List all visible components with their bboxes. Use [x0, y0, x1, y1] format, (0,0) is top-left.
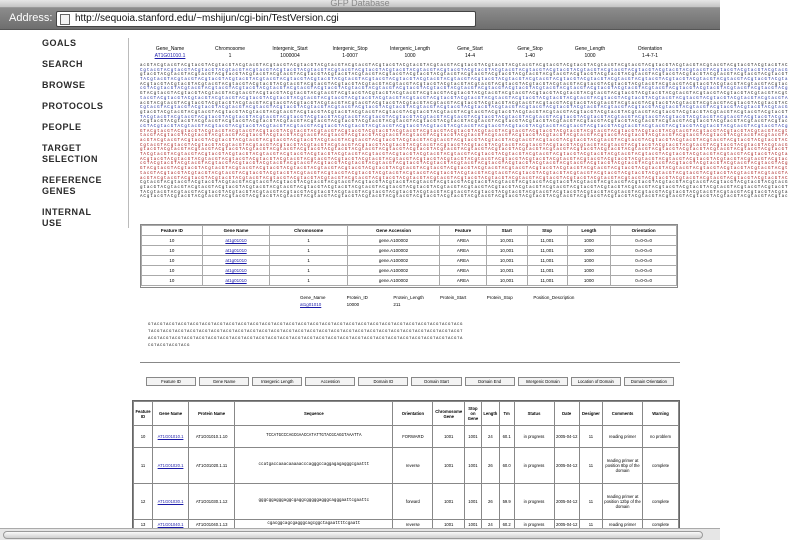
table-row — [134, 426, 679, 448]
table-cell: 26 — [481, 448, 499, 484]
table-cell: 10 — [142, 256, 203, 266]
sequence-line: acGTACgtacGTACgtacGTACgtacGTACgtacGTACgtacGTACgtacGTACgtacGTACgtacGTACgtacGTACgtacGTACgtacGTACgtacGTACgtacGTACgtacGTACgtacGTACgtacGTACgtacGTACgtacGTACgtacGTACgtacGTACgtacGTACgtacGTACgtacGTAC — [140, 64, 788, 68]
table-cell: in progress — [514, 484, 554, 520]
table-cell: gene.A100002 — [348, 276, 440, 286]
summary-header: Gene_Length — [574, 46, 606, 52]
summary-header-row — [140, 46, 680, 53]
sort-location-button[interactable]: Location of Domain — [571, 377, 621, 386]
horizontal-scrollbar[interactable] — [0, 528, 720, 540]
table-cell: complete — [643, 520, 679, 530]
column-header: Stop — [527, 226, 567, 236]
sequence-line: TACgtacGTACgtacGTACgtacGTACgtacGTACgtacGTACgtacGTACgtacGTACgtacGTACgtacGTACgtacGTACgtacGTACgtacGTACgtacGTACgtacGTACgtacGTACgtacGTACgtacGTACgtacGTACgtacGTACgtacGTACgtacGTACgtacGTACgtacGTACgta — [140, 115, 788, 120]
table-cell: 1001 — [465, 520, 482, 530]
summary-header: Intergenic_Stop — [332, 46, 368, 52]
table-cell: 1001 — [465, 448, 482, 484]
scrollbar-thumb[interactable] — [3, 531, 703, 539]
primer-sequence: ccatgaccaaacaaaaacccagggccaggagagagggcgaattt — [235, 448, 393, 484]
summary-value: 1000 — [584, 53, 596, 59]
table-cell: in progress — [514, 448, 554, 484]
table-cell: 1 — [270, 236, 348, 246]
table-cell: 1001 — [433, 448, 465, 484]
sequence-line: cGTACgtacGTACgtacGTACgtacGTACgtacGTACgtacGTACgtacGTACgtacGTACgtacGTACgtacGTACgtacGTACgtacGTACgtacGTACgtacGTACgtacGTACgtacGTACgtacGTACgtacGTACgtacGTACgtacGTACgtacGTACgtacGTACgtacGTACgtacGTACg — [140, 162, 788, 167]
address-input[interactable] — [56, 11, 476, 27]
table-cell: 1 — [270, 266, 348, 276]
features-table — [140, 224, 678, 288]
table-cell: 11,001 — [527, 276, 567, 286]
gene-link[interactable]: at1g01010 — [202, 276, 269, 286]
table-cell: 60.1 — [499, 426, 514, 448]
summary-header: Orientation — [637, 46, 663, 52]
sequence-line: TACgtacGTACgtacGTACgtacGTACgtacGTACgtacGTACgtacGTACgtacGTACgtacGTACgtacGTACgtacGTACgtacGTACgtacGTACgtacGTACgtacGTACgtacGTACgtacGTACgtacGTACgtacGTACgtacGTACgtacGTACgtacGTACgtacGTACgtacGTACgta — [140, 78, 788, 83]
column-header: Feature ID — [142, 226, 203, 236]
summary-header: Intergenic_Start — [272, 46, 308, 52]
table-cell: reading primer — [603, 426, 643, 448]
column-header: Gene Name — [202, 226, 269, 236]
info-value: 211 — [393, 302, 401, 307]
summary-value: 1-40 — [524, 53, 535, 59]
primer-sequence: gggcggagggaggcgaggcgggggagggcagggaattcgaattc — [235, 484, 393, 520]
table-row — [142, 246, 677, 256]
table-cell: 10,001 — [486, 246, 527, 256]
sort-intergenic-domain-button[interactable]: Intergenic Domain — [518, 377, 568, 386]
table-cell: 10,001 — [486, 266, 527, 276]
table-cell: AREA — [440, 246, 487, 256]
gene-link[interactable]: at1g01010 — [202, 246, 269, 256]
summary-value-row — [140, 53, 680, 60]
summary-header: Gene_Stop — [517, 46, 543, 52]
window-title-bar — [0, 0, 720, 8]
table-cell: complete — [643, 448, 679, 484]
table-row — [142, 276, 677, 286]
table-cell: 1000 — [567, 236, 611, 246]
address-url[interactable]: http://sequoia.stanford.edu/~mshijun/cgi-bin/TestVersion.cgi — [75, 13, 339, 24]
table-cell: 10 — [142, 236, 203, 246]
table-cell: 59.9 — [499, 484, 514, 520]
table-cell: 0=0-0=0 — [611, 266, 677, 276]
info-header: Protein_Start — [440, 295, 467, 300]
gene-summary — [140, 46, 680, 60]
table-cell: reading primer — [603, 520, 643, 530]
gene-link[interactable]: at1g01010 — [202, 256, 269, 266]
table-cell: gene.A100002 — [348, 246, 440, 256]
sequence-line: CgtacGTACgtacGTACgtacGTACgtacGTACgtacGTACgtacGTACgtacGTACgtacGTACgtacGTACgtacGTACgtacGTACgtacGTACgtacGTACgtacGTACgtacGTACgtacGTACgtacGTACgtacGTACgtacGTACgtacGTACgtacGTACgtacGTACgtacGTACgtacG — [140, 143, 788, 148]
summary-header: Gene_Start — [457, 46, 483, 52]
column-header: Status — [514, 402, 554, 426]
column-header: Start — [486, 226, 527, 236]
sequence-line: GTACgtacGTACgtacGTACgtacGTACgtacGTACgtacGTACgtacGTACgtacGTACgtacGTACgtacGTACgtacGTACgtacGTACgtacGTACgtacGTACgtacGTACgtacGTACgtacGTACgtacGTACgtacGTACgtacGTACgtacGTACgtacGTACgtacGTACgtacGTACgt — [140, 129, 788, 134]
nav-search[interactable]: SEARCH — [42, 59, 84, 69]
column-header: Sequence — [235, 402, 393, 426]
table-row — [134, 448, 679, 484]
table-cell: in progress — [514, 426, 554, 448]
table-cell: 12 — [134, 484, 153, 520]
table-cell: AT1G01010.1.10 — [188, 426, 234, 448]
protein-sequence-line: TACGTACGTACGTACGTACGTACGTACGTACGTACGTACGTACGTACGTACGTACGTACGTACGTACGTACGTACGTACGTACGTACGTACGTACGTACGTACGT — [148, 330, 464, 334]
sequence-line: tacGTACgtacGTACgtacGTACgtacGTACgtacGTACgtacGTACgtacGTACgtacGTACgtacGTACgtacGTACgtacGTACgtacGTACgtacGTACgtacGTACgtacGTACgtacGTACgtacGTACgtacGTACgtacGTACgtacGTACgtacGTACgtacGTACgtacGTACgtacGTA — [140, 134, 788, 139]
gene-link[interactable]: AT1G01040.1 — [153, 520, 189, 530]
table-cell: 11 — [579, 426, 602, 448]
table-cell: 1 — [270, 276, 348, 286]
nav-goals[interactable]: GOALS — [42, 38, 77, 48]
table-cell: 11 — [134, 448, 153, 484]
table-cell: reverse — [393, 448, 433, 484]
table-cell: gene.A100002 — [348, 266, 440, 276]
sequence-line: acGTACgtacGTACgtacGTACgtacGTACgtacGTACgtacGTACgtacGTACgtacGTACgtacGTACgtacGTACgtacGTACgtacGTACgtacGTACgtacGTACgtacGTACgtacGTACgtacGTACgtacGTACgtacGTACgtacGTACgtacGTACgtacGTACgtacGTACgtacGTAC — [140, 101, 788, 106]
nav-internal-use[interactable]: INTERNAL USE — [42, 207, 92, 228]
table-cell: 2005-04-12 — [554, 484, 579, 520]
table-cell: AT1G01030.1.12 — [188, 484, 234, 520]
column-header: Date — [554, 402, 579, 426]
table-cell: 2005-04-12 — [554, 426, 579, 448]
sequence-line: acGTACgtacGTACgtacGTACgtacGTACgtacGTACgtacGTACgtacGTACgtacGTACgtacGTACgtacGTACgtacGTACgtacGTACgtacGTACgtacGTACgtacGTACgtacGTACgtacGTACgtacGTACgtacGTACgtacGTACgtacGTACgtacGTACgtacGTACgtacGTAC — [140, 176, 788, 181]
sequence-line: GTACgtacGTACgtacGTACgtacGTACgtacGTACgtacGTACgtacGTACgtacGTACgtacGTACgtacGTACgtacGTACgtacGTACgtacGTACgtacGTACgtacGTACgtacGTACgtacGTACgtacGTACgtacGTACgtacGTACgtacGTACgtacGTACgtacGTACgtacGTACgt — [140, 167, 788, 172]
sequence-line: ACgtacGTACgtacGTACgtacGTACgtacGTACgtacGTACgtacGTACgtacGTACgtacGTACgtacGTACgtacGTACgtacGTACgtacGTACgtacGTACgtacGTACgtacGTACgtacGTACgtacGTACgtacGTACgtacGTACgtacGTACgtacGTACgtacGTACgtacGTACgtac — [140, 157, 788, 162]
sequence-line: gtacGTACgtacGTACgtacGTACgtacGTACgtacGTACgtacGTACgtacGTACgtacGTACgtacGTACgtacGTACgtacGTACgtacGTACgtacGTACgtacGTACgtacGTACgtacGTACgtacGTACgtacGTACgtacGTACgtacGTACgtacGTACgtacGTACgtacGTACgtacGT — [140, 110, 788, 115]
summary-value: 1000 — [404, 53, 416, 59]
table-cell: FORWARD — [393, 426, 433, 448]
nav-protocols[interactable]: PROTOCOLS — [42, 101, 104, 111]
sequence-line: cGTACgtacGTACgtacGTACgtacGTACgtacGTACgtacGTACgtacGTACgtacGTACgtacGTACgtacGTACgtacGTACgtacGTACgtacGTACgtacGTACgtacGTACgtacGTACgtacGTACgtacGTACgtacGTACgtacGTACgtacGTACgtacGTACgtacGTACgtacGTACg — [140, 124, 788, 129]
column-header: Length — [567, 226, 611, 236]
table-cell: 2005-04-12 — [554, 520, 579, 530]
protein-sequence — [148, 322, 488, 350]
table-cell: 0=0-0=0 — [611, 246, 677, 256]
table-cell: gene.A100002 — [348, 236, 440, 246]
summary-value: 1000004 — [280, 53, 300, 59]
summary-value: 1-0007 — [342, 53, 358, 59]
summary-value: 1 — [228, 53, 232, 59]
table-cell: reading primer at position 12bp of the domain — [603, 484, 643, 520]
sequence-line: CgtacGTACgtacGTACgtacGTACgtacGTACgtacGTACgtacGTACgtacGTACgtacGTACgtacGTACgtacGTACgtacGTACgtacGTACgtacGTACgtacGTACgtacGTACgtacGTACgtacGTACgtacGTACgtacGTACgtacGTACgtacGTACgtacGTACgtacGTACgtacG — [140, 68, 788, 73]
column-header: Warning — [643, 402, 679, 426]
sort-intergenic-length-button[interactable]: Intergenic Length — [252, 377, 302, 386]
sequence-line: ACgtacGTACgtacGTACgtacGTACgtacGTACgtacGTACgtacGTACgtacGTACgtacGTACgtacGTACgtacGTACgtacGTACgtacGTACgtacGTACgtacGTACgtacGTACgtacGTACgtacGTACgtacGTACgtacGTACgtacGTACgtacGTACgtacGTACgtacGTACgtac — [140, 82, 788, 87]
table-cell: 10,001 — [486, 256, 527, 266]
table-cell: no problem — [643, 426, 679, 448]
info-header: Protein_Stop — [486, 295, 513, 300]
protein-info-values — [300, 301, 580, 308]
column-header: Stop on Gene — [465, 402, 482, 426]
table-cell: 10,001 — [486, 276, 527, 286]
sort-buttons — [146, 377, 674, 386]
table-cell: 10 — [142, 266, 203, 276]
sort-accession-button[interactable]: Accession — [305, 377, 355, 386]
table-row — [142, 236, 677, 246]
info-value — [440, 301, 487, 308]
address-bar — [0, 8, 720, 30]
column-header: Chromosome Gene — [433, 402, 465, 426]
sequence-line: CgtacGTACgtacGTACgtacGTACgtacGTACgtacGTACgtacGTACgtacGTACgtacGTACgtacGTACgtacGTACgtacGTACgtacGTACgtacGTACgtacGTACgtacGTACgtacGTACgtacGTACgtacGTACgtacGTACgtacGTACgtacGTACgtacGTACgtacGTACgtacG — [140, 181, 788, 186]
sequence-line: tacGTACgtacGTACgtacGTACgtacGTACgtacGTACgtacGTACgtacGTACgtacGTACgtacGTACgtacGTACgtacGTACgtacGTACgtacGTACgtacGTACgtacGTACgtacGTACgtacGTACgtacGTACgtacGTACgtacGTACgtacGTACgtacGTACgtacGTACgtacGTA — [140, 96, 788, 101]
info-header: Gene_Name — [300, 295, 326, 300]
column-header: Gene Accession — [348, 226, 440, 236]
primer-sequence: cgacggcagcgagggcagcggctagaattttcgaatt — [235, 520, 393, 530]
table-cell: 0=0-0=0 — [611, 236, 677, 246]
column-header: Tm — [499, 402, 514, 426]
table-cell: 1001 — [465, 426, 482, 448]
table-cell: 60.0 — [499, 448, 514, 484]
protein-sequence-line: CGTACGTACGTACG — [148, 344, 191, 348]
table-cell: AREA — [440, 256, 487, 266]
table-cell: 24 — [481, 520, 499, 530]
sequence-line: tacGTACgtacGTACgtacGTACgtacGTACgtacGTACgtacGTACgtacGTACgtacGTACgtacGTACgtacGTACgtacGTACgtacGTACgtacGTACgtacGTACgtacGTACgtacGTACgtacGTACgtacGTACgtacGTACgtacGTACgtacGTACgtacGTACgtacGTACgtacGTA — [140, 171, 788, 176]
table-cell: 13 — [134, 520, 153, 530]
protein-sequence-line: ACGTACGTACGTACGTACGTACGTACGTACGTACGTACGTACGTACGTACGTACGTACGTACGTACGTACGTACGTACGTACGTACGTACGTACGTACGTACGTA — [148, 337, 464, 341]
column-header: Comments — [603, 402, 643, 426]
gene-link[interactable]: AT1G01020.1 — [153, 448, 189, 484]
column-header: Designer — [579, 402, 602, 426]
protein-info-header — [300, 294, 580, 301]
table-cell: 10 — [134, 426, 153, 448]
summary-header: Gene_Name — [155, 46, 185, 52]
table-cell: gene.A100002 — [348, 256, 440, 266]
sequence-line: ACgtacGTACgtacGTACgtacGTACgtacGTACgtacGTACgtacGTACgtacGTACgtacGTACgtacGTACgtacGTACgtacGTACgtacGTACgtacGTACgtacGTACgtacGTACgtacGTACgtacGTACgtacGTACgtacGTACgtacGTACgtacGTACgtacGTACgtacGTACgtac — [140, 120, 788, 125]
sequence-line: TACgtacGTACgtacGTACgtacGTACgtacGTACgtacGTACgtacGTACgtacGTACgtacGTACgtacGTACgtacGTACgtacGTACgtacGTACgtacGTACgtacGTACgtacGTACgtacGTACgtacGTACgtacGTACgtacGTACgtacGTACgtacGTACgtacGTACgtacGTACgta — [140, 190, 788, 195]
table-cell: 11 — [579, 484, 602, 520]
sequence-line: GTACgtacGTACgtacGTACgtacGTACgtacGTACgtacGTACgtacGTACgtacGTACgtacGTACgtacGTACgtacGTACgtacGTACgtacGTACgtacGTACgtacGTACgtacGTACgtacGTACgtacGTACgtacGTACgtacGTACgtacGTACgtacGTACgtacGTACgtacGTACgt — [140, 92, 788, 97]
table-cell: in progress — [514, 520, 554, 530]
table-cell: 1001 — [433, 426, 465, 448]
table-row — [142, 256, 677, 266]
sort-domain-end-button[interactable]: Domain End — [465, 377, 515, 386]
table-header-row — [142, 226, 677, 236]
summary-header: Chromosome — [214, 46, 245, 52]
primer-table — [132, 400, 680, 531]
sequence-line: ACgtacGTACgtacGTACgtacGTACgtacGTACgtacGTACgtacGTACgtacGTACgtacGTACgtacGTACgtacGTACgtacGTACgtacGTACgtacGTACgtacGTACgtacGTACgtacGTACgtacGTACgtacGTACgtacGTACgtacGTACgtacGTACgtacGTACgtacGTACgtac — [140, 195, 788, 200]
gene-link[interactable]: at1g01010 — [202, 236, 269, 246]
table-cell: forward — [393, 484, 433, 520]
column-header: Length — [481, 402, 499, 426]
address-label: Address: — [9, 12, 53, 24]
info-value: 10000 — [346, 302, 360, 307]
table-cell: 1000 — [567, 256, 611, 266]
table-cell: AREA — [440, 266, 487, 276]
sequence-line: gtacGTACgtacGTACgtacGTACgtacGTACgtacGTACgtacGTACgtacGTACgtacGTACgtacGTACgtacGTACgtacGTACgtacGTACgtacGTACgtacGTACgtacGTACgtacGTACgtacGTACgtacGTACgtacGTACgtacGTACgtacGTACgtacGTACgtacGTACgtacGT — [140, 73, 788, 78]
table-cell: 11,001 — [527, 236, 567, 246]
table-cell: reverse — [393, 520, 433, 530]
table-cell: AT1G01040.1.13 — [188, 520, 234, 530]
table-cell: 2005-04-12 — [554, 448, 579, 484]
sequence-line: CgtacGTACgtacGTACgtacGTACgtacGTACgtacGTACgtacGTACgtacGTACgtacGTACgtacGTACgtacGTACgtacGTACgtacGTACgtacGTACgtacGTACgtacGTACgtacGTACgtacGTACgtacGTACgtacGTACgtacGTACgtacGTACgtacGTACgtacGTACgtacG — [140, 106, 788, 111]
column-header: Orientation — [393, 402, 433, 426]
nucleotide-sequence — [140, 64, 788, 202]
page-icon — [60, 14, 70, 25]
table-cell: 1001 — [465, 484, 482, 520]
table-cell: 1000 — [567, 276, 611, 286]
nav-people[interactable]: PEOPLE — [42, 122, 82, 132]
summary-value: 1-4-7-1 — [641, 53, 659, 59]
protein-sequence-line: GTACGTACGTACGTACGTACGTACGTACGTACGTACGTACGTACGTACGTACGTACGTACGTACGTACGTACGTACGTACGTACGTACGTACGTACGTACGTACG — [148, 323, 464, 327]
protein-info — [300, 294, 580, 308]
table-cell: complete — [643, 484, 679, 520]
column-header: Gene Name — [153, 402, 189, 426]
table-header-row — [134, 402, 679, 426]
table-cell: 1 — [270, 256, 348, 266]
sequence-line: TACgtacGTACgtacGTACgtacGTACgtacGTACgtacGTACgtacGTACgtacGTACgtacGTACgtacGTACgtacGTACgtacGTACgtacGTACgtacGTACgtacGTACgtacGTACgtacGTACgtacGTACgtacGTACgtacGTACgtacGTACgtacGTACgtacGTACgtacGTACgta — [140, 153, 788, 158]
column-header: Protein Name — [188, 402, 234, 426]
table-cell: 1001 — [433, 520, 465, 530]
column-header: Chromosome — [270, 226, 348, 236]
table-cell: 10 — [142, 276, 203, 286]
table-row — [142, 266, 677, 276]
site-navigation — [42, 38, 122, 229]
table-cell: 24 — [481, 426, 499, 448]
sort-domain-start-button[interactable]: Domain Start — [411, 377, 461, 386]
table-cell: 11,001 — [527, 246, 567, 256]
nav-target-selection[interactable]: TARGET SELECTION — [42, 143, 99, 164]
sort-domain-id-button[interactable]: Domain ID — [358, 377, 408, 386]
gene-name-link[interactable]: AT1G01010.1 — [154, 53, 186, 59]
gene-link[interactable]: AT1G01010.1 — [153, 426, 189, 448]
table-cell: 1000 — [567, 246, 611, 256]
gene-link[interactable]: AT1G01030.1 — [153, 484, 189, 520]
table-cell: 10 — [142, 246, 203, 256]
sequence-line: gtacGTACgtacGTACgtacGTACgtacGTACgtacGTACgtacGTACgtacGTACgtacGTACgtacGTACgtacGTACgtacGTACgtacGTACgtacGTACgtacGTACgtacGTACgtacGTACgtacGTACgtacGTACgtacGTACgtacGTACgtacGTACgtacGTACgtacGTACgtacGT — [140, 148, 788, 153]
table-cell: 11,001 — [527, 256, 567, 266]
table-cell: 11 — [579, 520, 602, 530]
sequence-line: cGTACgtacGTACgtacGTACgtacGTACgtacGTACgtacGTACgtacGTACgtacGTACgtacGTACgtacGTACgtacGTACgtacGTACgtacGTACgtacGTACgtacGTACgtacGTACgtacGTACgtacGTACgtacGTACgtacGTACgtacGTACgtacGTACgtacGTACgtacGTACg — [140, 87, 788, 92]
info-header: Protein_ID — [346, 295, 368, 300]
sort-feature-id-button[interactable]: Feature ID — [146, 377, 196, 386]
table-cell: 10,001 — [486, 236, 527, 246]
nav-divider — [128, 38, 129, 228]
window-title: GFP Database — [330, 0, 390, 8]
table-row — [134, 484, 679, 520]
column-header: Orientation — [611, 226, 677, 236]
table-cell: reading primer at position 8bp of the domain — [603, 448, 643, 484]
table-cell: AT1G01020.1.11 — [188, 448, 234, 484]
table-cell: 0=0-0=0 — [611, 256, 677, 266]
sort-gene-name-button[interactable]: Gene Name — [199, 377, 249, 386]
table-cell: AREA — [440, 236, 487, 246]
info-header: Position_Description — [533, 295, 575, 300]
column-header: Feature — [440, 226, 487, 236]
sort-orientation-button[interactable]: Domain Orientation — [624, 377, 674, 386]
table-cell: AREA — [440, 276, 487, 286]
gene-link[interactable]: at1g01010 — [202, 266, 269, 276]
table-cell: 60.2 — [499, 520, 514, 530]
table-cell: 1000 — [567, 266, 611, 276]
table-cell: 1001 — [433, 484, 465, 520]
sequence-line: gtacGTACgtacGTACgtacGTACgtacGTACgtacGTACgtacGTACgtacGTACgtacGTACgtacGTACgtacGTACgtacGTACgtacGTACgtacGTACgtacGTACgtacGTACgtacGTACgtacGTACgtacGTACgtacGTACgtacGTACgtacGTACgtacGTACgtacGTACgtacGT — [140, 185, 788, 190]
primer-sequence: TCCATGCCCAGCGAACCATATTGTACGCAGGTAAATTA — [235, 426, 393, 448]
column-header: Feature ID — [134, 402, 153, 426]
nav-browse[interactable]: BROWSE — [42, 80, 86, 90]
sequence-line: acGTACgtacGTACgtacGTACgtacGTACgtacGTACgtacGTACgtacGTACgtacGTACgtacGTACgtacGTACgtacGTACgtacGTACgtacGTACgtacGTACgtacGTACgtacGTACgtacGTACgtacGTACgtacGTACgtacGTACgtacGTACgtacGTACgtacGTACgtacGTAC — [140, 139, 788, 143]
table-cell: 26 — [481, 484, 499, 520]
table-cell: 1 — [270, 246, 348, 256]
nav-reference-genes[interactable]: REFERENCE GENES — [42, 175, 103, 196]
info-header: Protein_Length — [393, 295, 424, 300]
table-cell: 11,001 — [527, 266, 567, 276]
summary-value: 14-4 — [464, 53, 475, 59]
table-cell: 0=0-0=0 — [611, 276, 677, 286]
summary-header: Intergenic_Length — [389, 46, 431, 52]
section-divider — [140, 362, 680, 363]
table-cell: 11 — [579, 448, 602, 484]
protein-gene-link[interactable]: at1g01010 — [300, 302, 322, 307]
